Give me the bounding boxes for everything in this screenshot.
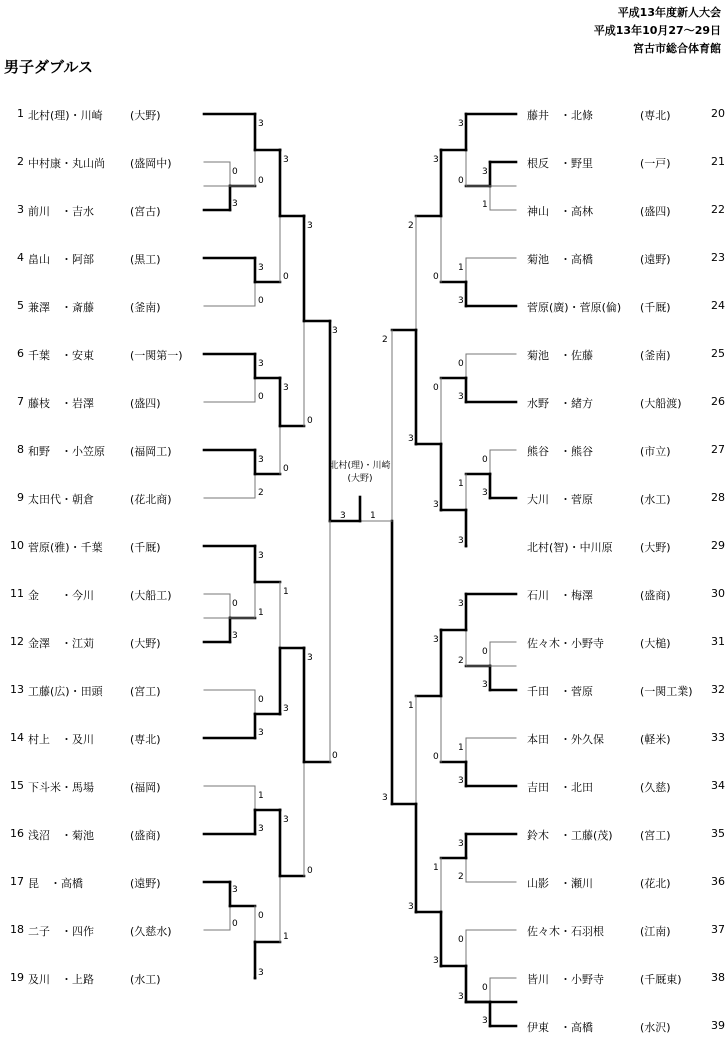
- entry-players: 石川 ・梅澤: [527, 589, 593, 602]
- entry-players: 工藤(広)・田頭: [28, 685, 103, 698]
- entry-school: (千厩): [130, 541, 161, 554]
- entry-players: 千葉 ・安東: [28, 349, 94, 362]
- entry-number: 24: [711, 299, 725, 312]
- score-label: 1: [458, 743, 464, 753]
- score-label: 0: [482, 983, 488, 993]
- entry-school: (水工): [130, 973, 161, 986]
- entry-number: 28: [711, 491, 725, 504]
- score-label: 2: [258, 488, 264, 498]
- score-label: 3: [258, 824, 264, 834]
- score-label: 2: [458, 656, 464, 666]
- score-label: 0: [232, 919, 238, 929]
- entry-school: (盛商): [130, 829, 161, 842]
- score-label: 3: [340, 511, 346, 521]
- score-label: 3: [283, 155, 289, 165]
- entry-players: 吉田 ・北田: [527, 781, 593, 794]
- score-label: 3: [283, 383, 289, 393]
- entry-school: (水工): [640, 493, 671, 506]
- score-label: 2: [382, 335, 388, 345]
- entry-number: 34: [711, 779, 725, 792]
- score-label: 3: [258, 455, 264, 465]
- event-date: 平成13年10月27～29日: [593, 24, 721, 37]
- score-label: 3: [258, 551, 264, 561]
- score-label: 0: [433, 752, 439, 762]
- entry-number: 32: [711, 683, 725, 696]
- entry-players: 菅原(廣)・菅原(倫): [527, 301, 622, 314]
- score-label: 0: [482, 647, 488, 657]
- entry-players: 北村(智)・中川原: [527, 541, 613, 554]
- entry-players: 昆 ・高橋: [28, 877, 83, 890]
- entry-players: 菊池 ・佐藤: [527, 349, 593, 362]
- entry-players: 伊東 ・高橋: [527, 1021, 593, 1034]
- entry-number: 4: [17, 251, 24, 264]
- entry-number: 2: [17, 155, 24, 168]
- entry-players: 金澤 ・江苅: [28, 637, 94, 650]
- entry-players: 皆川 ・小野寺: [527, 973, 604, 986]
- entry-school: (盛岡中): [130, 157, 172, 170]
- entry-school: (宮古): [130, 205, 161, 218]
- score-label: 0: [307, 416, 313, 426]
- score-label: 3: [458, 392, 464, 402]
- entry-number: 33: [711, 731, 725, 744]
- score-label: 1: [408, 701, 414, 711]
- entry-school: (宮工): [640, 829, 671, 842]
- score-label: 0: [258, 695, 264, 705]
- entry-players: 及川 ・上路: [28, 973, 94, 986]
- entry-number: 35: [711, 827, 725, 840]
- entry-number: 23: [711, 251, 725, 264]
- score-label: 3: [458, 776, 464, 786]
- entry-number: 8: [17, 443, 24, 456]
- entry-players: 兼澤 ・斎藤: [28, 301, 94, 314]
- entry-school: (宮工): [130, 685, 161, 698]
- score-label: 0: [433, 383, 439, 393]
- entry-school: (大野): [640, 541, 671, 554]
- entry-number: 16: [10, 827, 24, 840]
- score-label: 3: [382, 793, 388, 803]
- entry-school: (盛四): [640, 205, 671, 218]
- score-label: 2: [458, 872, 464, 882]
- score-label: 3: [458, 536, 464, 546]
- entry-number: 3: [17, 203, 24, 216]
- score-label: 1: [433, 863, 439, 873]
- entry-players: 和野 ・小笠原: [28, 445, 105, 458]
- score-label: 3: [458, 119, 464, 129]
- score-label: 3: [232, 631, 238, 641]
- score-label: 1: [458, 479, 464, 489]
- entry-number: 5: [17, 299, 24, 312]
- entry-school: (盛商): [640, 589, 671, 602]
- score-label: 3: [408, 902, 414, 912]
- entry-number: 29: [711, 539, 725, 552]
- score-label: 0: [283, 272, 289, 282]
- score-label: 0: [458, 935, 464, 945]
- entry-school: (大野): [130, 109, 161, 122]
- score-label: 3: [258, 263, 264, 273]
- score-label: 0: [332, 751, 338, 761]
- score-label: 1: [283, 587, 289, 597]
- score-label: 3: [307, 221, 313, 231]
- score-label: 3: [433, 500, 439, 510]
- entry-number: 25: [711, 347, 725, 360]
- score-label: 3: [458, 839, 464, 849]
- score-label: 3: [458, 599, 464, 609]
- entry-players: 鈴木 ・工藤(茂): [527, 829, 613, 842]
- entry-players: 水野 ・緒方: [527, 397, 593, 410]
- entry-school: (江南): [640, 925, 671, 938]
- event-venue: 宮古市総合体育館: [633, 42, 721, 55]
- score-label: 0: [258, 911, 264, 921]
- entry-school: (遠野): [130, 877, 161, 890]
- entry-school: (大船工): [130, 589, 172, 602]
- page-title: 男子ダブルス: [4, 58, 93, 76]
- entry-number: 26: [711, 395, 725, 408]
- entry-school: (専北): [640, 109, 671, 122]
- score-label: 0: [307, 866, 313, 876]
- champion-label: [320, 460, 400, 486]
- entry-number: 36: [711, 875, 725, 888]
- score-label: 3: [482, 167, 488, 177]
- entry-number: 31: [711, 635, 725, 648]
- score-label: 2: [408, 221, 414, 231]
- entry-school: (花北): [640, 877, 671, 890]
- score-label: 3: [283, 815, 289, 825]
- entry-number: 17: [10, 875, 24, 888]
- score-label: 3: [482, 680, 488, 690]
- entry-school: (福岡): [130, 781, 161, 794]
- score-label: 3: [283, 704, 289, 714]
- entry-number: 9: [17, 491, 24, 504]
- score-label: 1: [482, 200, 488, 210]
- entry-players: 佐々木・小野寺: [527, 637, 604, 650]
- score-label: 0: [258, 296, 264, 306]
- entry-players: 太田代・朝倉: [28, 493, 94, 506]
- entry-school: (大野): [130, 637, 161, 650]
- entry-school: (花北商): [130, 493, 172, 506]
- entry-number: 19: [10, 971, 24, 984]
- entry-players: 藤井 ・北條: [527, 109, 593, 122]
- score-label: 3: [232, 199, 238, 209]
- score-label: 3: [433, 155, 439, 165]
- score-label: 3: [258, 728, 264, 738]
- score-label: 3: [232, 885, 238, 895]
- entry-players: 根反 ・野里: [527, 157, 593, 170]
- entry-number: 38: [711, 971, 725, 984]
- score-label: 0: [258, 392, 264, 402]
- entry-number: 39: [711, 1019, 725, 1032]
- score-label: 0: [232, 599, 238, 609]
- entry-players: 佐々木・石羽根: [527, 925, 604, 938]
- entry-school: (専北): [130, 733, 161, 746]
- entry-number: 1: [17, 107, 24, 120]
- score-label: 3: [482, 1016, 488, 1026]
- champion-names: 北村(理)・川崎: [329, 461, 391, 471]
- entry-number: 13: [10, 683, 24, 696]
- entry-school: (黒工): [130, 253, 161, 266]
- entry-players: 大川 ・菅原: [527, 493, 593, 506]
- entry-school: (盛四): [130, 397, 161, 410]
- entry-number: 18: [10, 923, 24, 936]
- entry-players: 菊池 ・高橋: [527, 253, 593, 266]
- score-label: 3: [258, 968, 264, 978]
- score-label: 3: [258, 359, 264, 369]
- score-label: 0: [458, 176, 464, 186]
- entry-number: 30: [711, 587, 725, 600]
- entry-players: 下斗米・馬場: [28, 781, 94, 794]
- entry-number: 6: [17, 347, 24, 360]
- score-label: 3: [258, 119, 264, 129]
- entry-number: 21: [711, 155, 725, 168]
- entry-players: 北村(理)・川崎: [28, 109, 103, 122]
- score-label: 3: [332, 326, 338, 336]
- score-label: 0: [232, 167, 238, 177]
- entry-school: (軽米): [640, 733, 671, 746]
- score-label: 3: [482, 488, 488, 498]
- entry-school: (一戸): [640, 157, 671, 170]
- entry-players: 菅原(雅)・千葉: [28, 541, 103, 554]
- score-label: 3: [458, 296, 464, 306]
- entry-players: 山影 ・瀬川: [527, 877, 593, 890]
- entry-players: 前川 ・吉水: [28, 205, 94, 218]
- entry-number: 14: [10, 731, 24, 744]
- entry-players: 中村康・丸山尚: [28, 157, 105, 170]
- score-label: 1: [370, 511, 376, 521]
- champion-school: (大野): [347, 474, 373, 484]
- score-label: 1: [258, 791, 264, 801]
- score-label: 0: [482, 455, 488, 465]
- entry-number: 20: [711, 107, 725, 120]
- entry-number: 11: [10, 587, 24, 600]
- score-label: 0: [458, 359, 464, 369]
- entry-players: 藤枝 ・岩澤: [28, 397, 94, 410]
- entry-number: 27: [711, 443, 725, 456]
- score-label: 1: [258, 608, 264, 618]
- entry-number: 37: [711, 923, 725, 936]
- entry-number: 12: [10, 635, 24, 648]
- entry-school: (久慈): [640, 781, 671, 794]
- score-label: 0: [283, 464, 289, 474]
- entry-players: 千田 ・菅原: [527, 685, 593, 698]
- score-label: 3: [433, 635, 439, 645]
- score-label: 1: [283, 932, 289, 942]
- score-label: 3: [458, 992, 464, 1002]
- entry-players: 畠山 ・阿部: [28, 253, 94, 266]
- entry-number: 22: [711, 203, 725, 216]
- entry-school: (釜南): [130, 301, 161, 314]
- score-label: 3: [433, 956, 439, 966]
- entry-players: 金 ・今川: [28, 589, 94, 602]
- entry-players: 村上 ・及川: [28, 733, 94, 746]
- entry-school: (一関工業): [640, 685, 693, 698]
- entry-school: (大槌): [640, 637, 671, 650]
- entry-players: 熊谷 ・熊谷: [527, 445, 593, 458]
- entry-school: (釜南): [640, 349, 671, 362]
- entry-school: (遠野): [640, 253, 671, 266]
- event-name: 平成13年度新人大会: [617, 6, 721, 19]
- score-label: 0: [258, 176, 264, 186]
- entry-players: 浅沼 ・菊池: [28, 829, 94, 842]
- entry-players: 神山 ・高林: [527, 205, 593, 218]
- score-label: 3: [307, 653, 313, 663]
- entry-school: (千厩東): [640, 973, 682, 986]
- entry-school: (久慈水): [130, 925, 172, 938]
- entry-school: (福岡工): [130, 445, 172, 458]
- score-label: 0: [433, 272, 439, 282]
- entry-school: (水沢): [640, 1021, 671, 1034]
- entry-players: 本田 ・外久保: [527, 733, 604, 746]
- entry-school: (大船渡): [640, 397, 682, 410]
- score-label: 1: [458, 263, 464, 273]
- entry-school: (一関第一): [130, 349, 183, 362]
- entry-number: 7: [17, 395, 24, 408]
- score-label: 3: [408, 434, 414, 444]
- entry-number: 15: [10, 779, 24, 792]
- entry-school: (千厩): [640, 301, 671, 314]
- entry-school: (市立): [640, 445, 671, 458]
- entry-number: 10: [10, 539, 24, 552]
- entry-players: 二子 ・四作: [28, 925, 94, 938]
